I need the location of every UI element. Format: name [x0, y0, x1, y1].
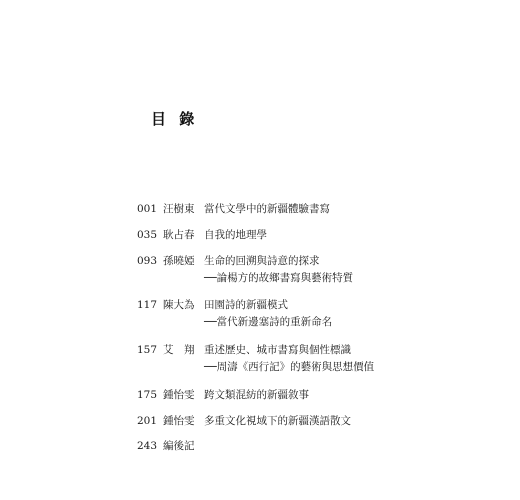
- entry-page-number: 201: [137, 415, 158, 427]
- entry-title: 田園詩的新疆模式: [204, 299, 288, 311]
- entry-title: 重述歷史、城市書寫與個性標識: [204, 344, 351, 356]
- entry-titles: [204, 253, 494, 287]
- entry-author: 鍾怡雯: [163, 415, 195, 427]
- entry-titles: [204, 227, 494, 244]
- entry-author: 艾 翔: [163, 344, 195, 356]
- entry-author: 汪樹東: [163, 203, 195, 215]
- entry-title: 跨文類混紡的新疆敘事: [204, 389, 309, 401]
- entry-subtitle: ──當代新邊塞詩的重新命名: [204, 316, 333, 328]
- entry-author: 孫曉婭: [163, 255, 195, 267]
- entry-subtitle: ──周濤《西行記》的藝術與思想價值: [204, 361, 375, 373]
- entry-page-number: 175: [137, 389, 158, 401]
- entry-titles: [204, 297, 494, 331]
- entry-author: 鍾怡雯: [163, 389, 195, 401]
- entry-title: 生命的回溯與詩意的探求: [204, 255, 320, 267]
- entry-page-number: 093: [137, 255, 158, 267]
- entry-author: 耿占春: [163, 229, 195, 241]
- entry-page-number: 001: [137, 203, 158, 215]
- entry-titles: [204, 413, 494, 430]
- entry-title: 當代文學中的新疆體驗書寫: [204, 203, 330, 215]
- entry-titles: [204, 342, 494, 376]
- entry-author: 陳大為: [163, 299, 195, 311]
- entry-title: 多重文化視域下的新疆漢語散文: [204, 415, 351, 427]
- entry-title: 自我的地理學: [204, 229, 267, 241]
- entry-page-number: 117: [137, 299, 158, 311]
- entry-subtitle: ──論楊方的故鄉書寫與藝術特質: [204, 272, 354, 284]
- entry-titles: [204, 201, 494, 218]
- entry-page-number: 157: [137, 344, 158, 356]
- entry-page-number: 243: [137, 440, 158, 452]
- entry-page-number: 035: [137, 229, 158, 241]
- toc-heading: 目 錄: [151, 110, 199, 128]
- entry-titles: [204, 387, 494, 404]
- entry-author: 編後記: [163, 440, 195, 452]
